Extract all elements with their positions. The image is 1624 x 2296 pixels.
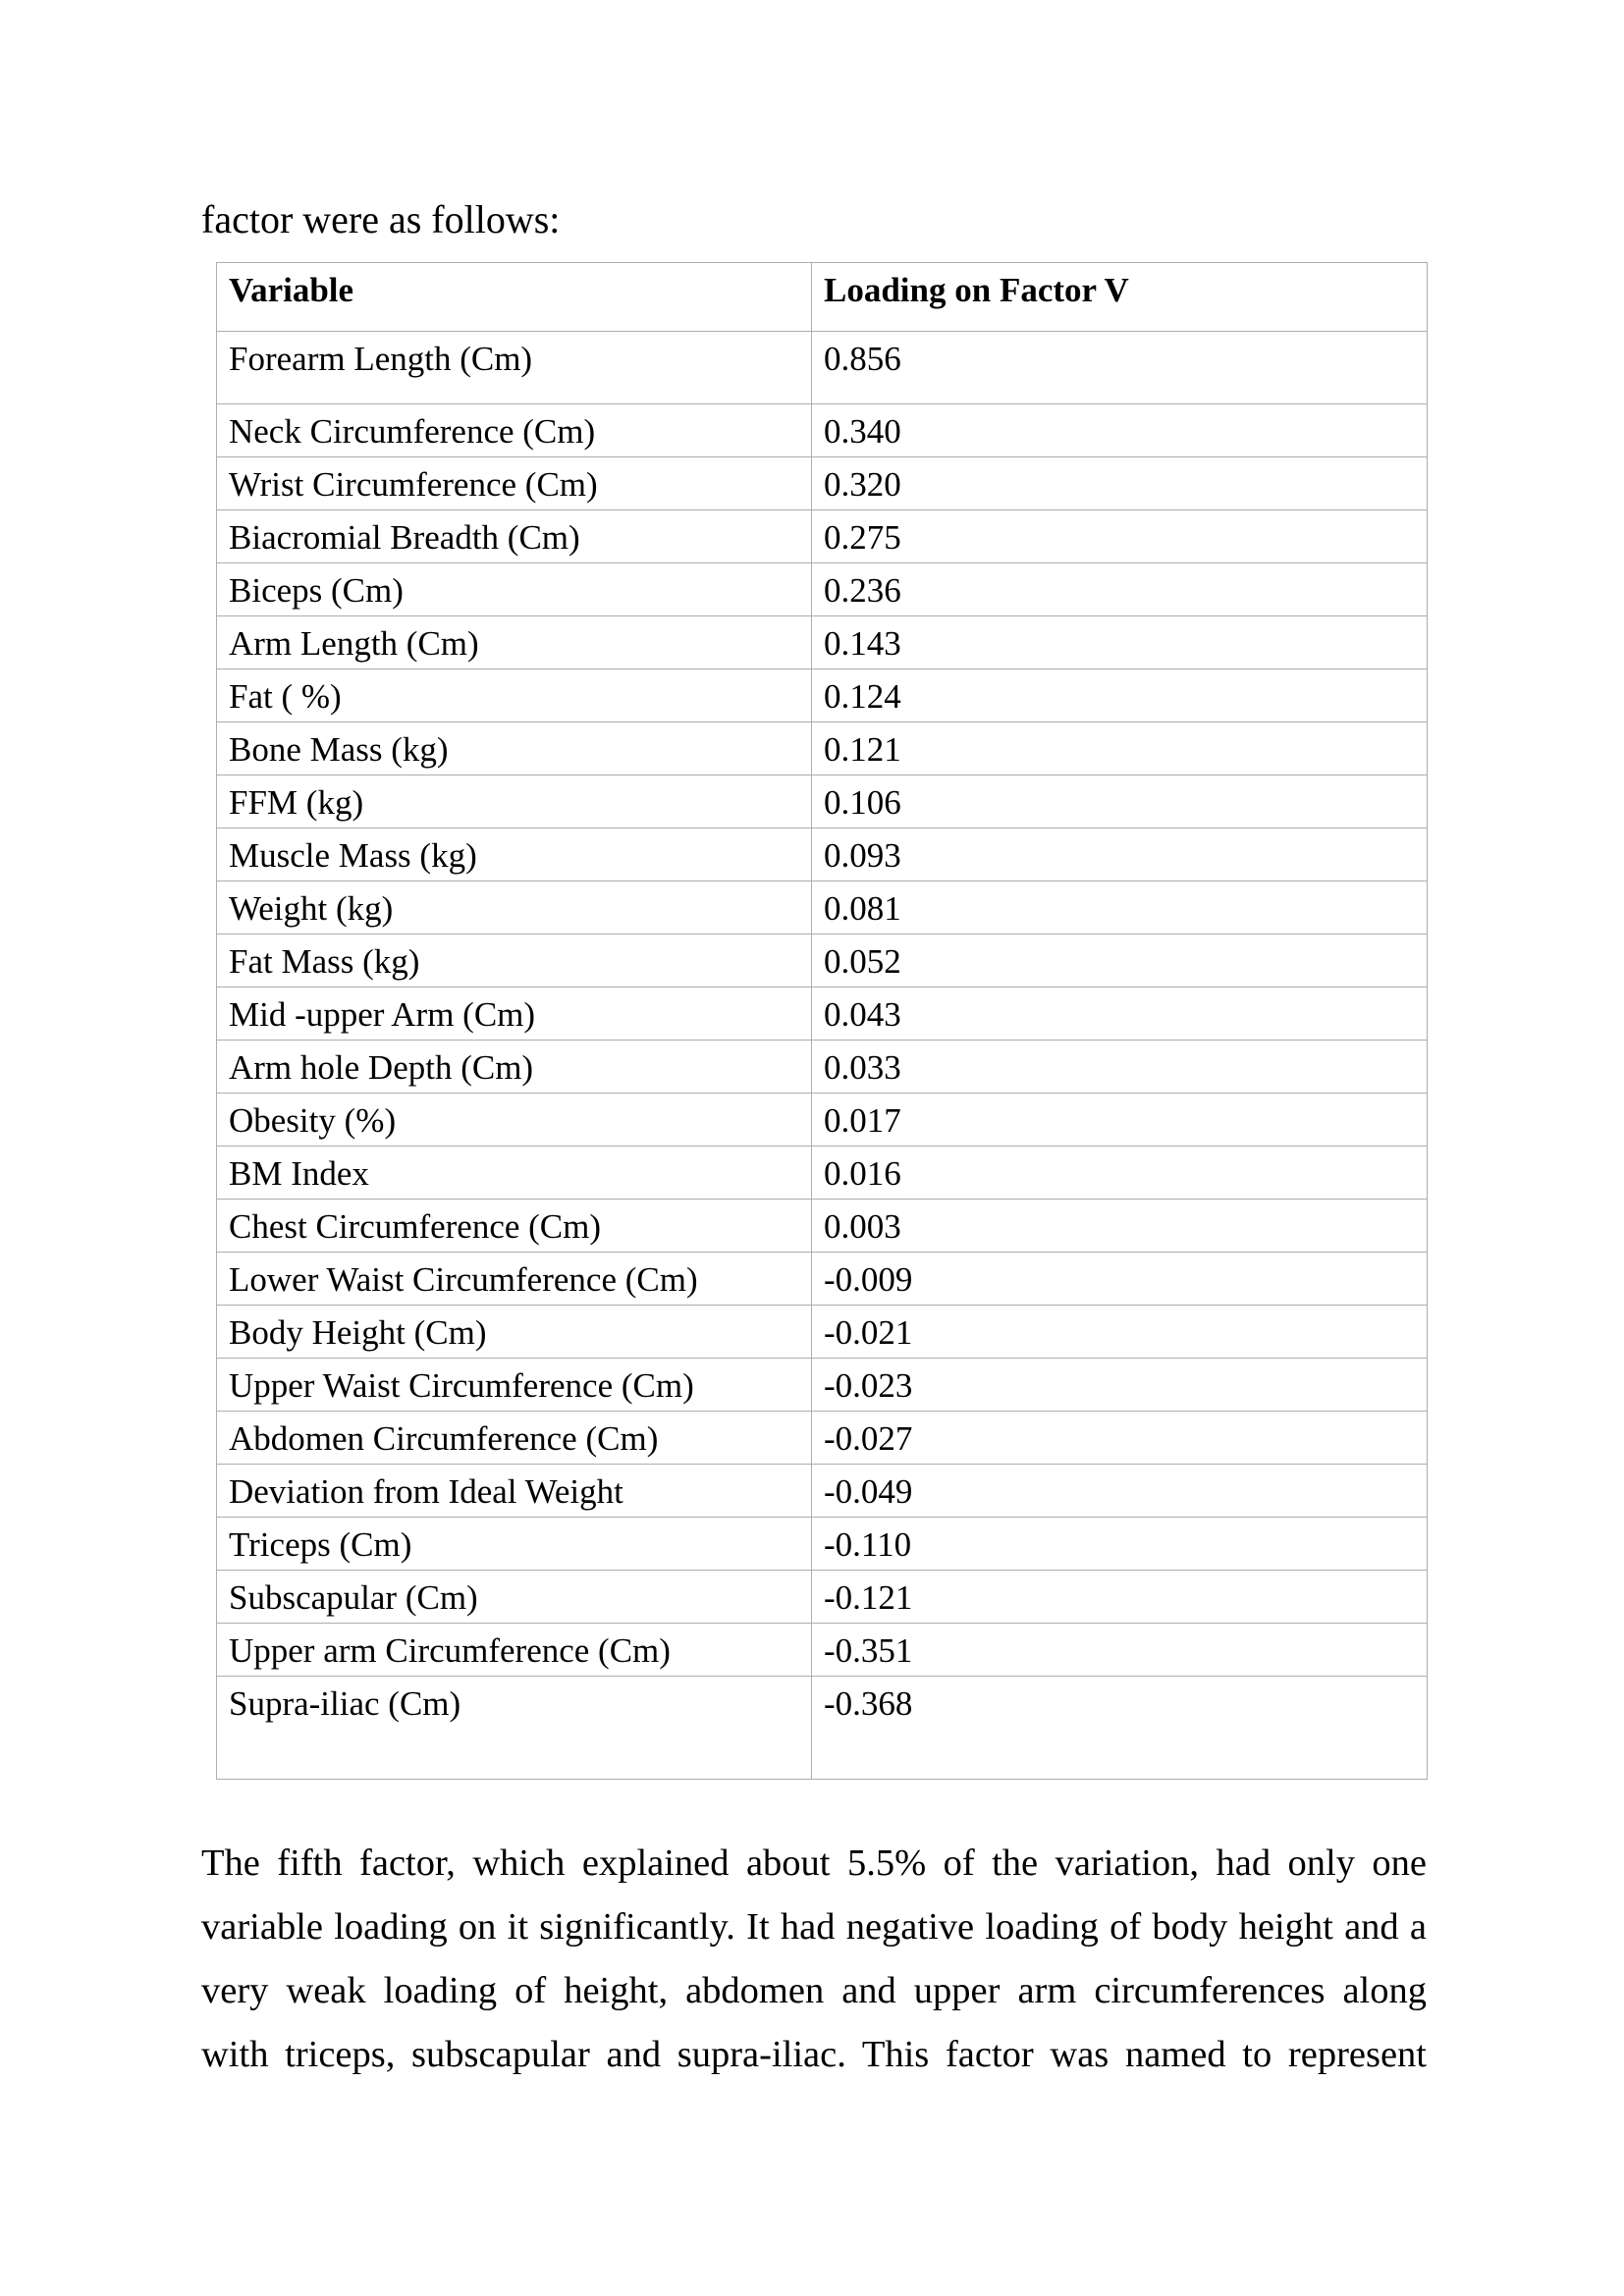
variable-cell: Subscapular (Cm): [217, 1571, 812, 1624]
loading-cell: 0.124: [812, 669, 1428, 722]
paragraph-line: variable loading on it significantly. It had negative loading of body height and a: [201, 1906, 1427, 1948]
variable-cell: Arm hole Depth (Cm): [217, 1041, 812, 1094]
table-row: [217, 1147, 1428, 1200]
column-header-loading: Loading on Factor V: [812, 263, 1428, 332]
loading-cell: -0.023: [812, 1359, 1428, 1412]
variable-cell: Fat ( %): [217, 669, 812, 722]
table-row: [217, 457, 1428, 510]
loading-cell: 0.320: [812, 457, 1428, 510]
table-row: [217, 1094, 1428, 1147]
table-row: [217, 1465, 1428, 1518]
table-body: [217, 332, 1428, 1780]
table-row: [217, 616, 1428, 669]
table-row: [217, 1677, 1428, 1780]
variable-cell: Fat Mass (kg): [217, 934, 812, 988]
variable-cell: Mid -upper Arm (Cm): [217, 988, 812, 1041]
variable-cell: Forearm Length (Cm): [217, 332, 812, 404]
table-header-row: [217, 263, 1428, 332]
variable-cell: Arm Length (Cm): [217, 616, 812, 669]
variable-cell: Biceps (Cm): [217, 563, 812, 616]
factor-loadings-table: [216, 262, 1428, 1780]
loading-cell: 0.275: [812, 510, 1428, 563]
table-row: [217, 1253, 1428, 1306]
table-row: [217, 332, 1428, 404]
table-row: [217, 1041, 1428, 1094]
table-row: [217, 1359, 1428, 1412]
loading-cell: 0.236: [812, 563, 1428, 616]
intro-text: factor were as follows:: [201, 197, 561, 241]
loading-cell: 0.017: [812, 1094, 1428, 1147]
loading-cell: -0.110: [812, 1518, 1428, 1571]
loading-cell: 0.340: [812, 404, 1428, 457]
loading-cell: 0.003: [812, 1200, 1428, 1253]
table-row: [217, 1200, 1428, 1253]
table-row: [217, 1518, 1428, 1571]
table-row: [217, 1624, 1428, 1677]
variable-cell: Bone Mass (kg): [217, 722, 812, 775]
body-paragraph: [201, 1832, 1427, 2087]
loading-cell: 0.052: [812, 934, 1428, 988]
table-row: [217, 1412, 1428, 1465]
variable-cell: FFM (kg): [217, 775, 812, 828]
loading-cell: 0.016: [812, 1147, 1428, 1200]
variable-cell: Wrist Circumference (Cm): [217, 457, 812, 510]
table-row: [217, 669, 1428, 722]
variable-cell: Weight (kg): [217, 881, 812, 934]
paragraph-line: The fifth factor, which explained about 5.5% of the variation, had only one: [201, 1842, 1427, 1884]
loading-cell: 0.143: [812, 616, 1428, 669]
variable-cell: Abdomen Circumference (Cm): [217, 1412, 812, 1465]
loading-cell: 0.093: [812, 828, 1428, 881]
loading-cell: -0.027: [812, 1412, 1428, 1465]
variable-cell: Lower Waist Circumference (Cm): [217, 1253, 812, 1306]
table-row: [217, 934, 1428, 988]
loading-cell: 0.121: [812, 722, 1428, 775]
table-row: [217, 510, 1428, 563]
paragraph-line: with triceps, subscapular and supra-iliac. This factor was named to represent: [201, 2034, 1427, 2075]
loading-cell: 0.106: [812, 775, 1428, 828]
variable-cell: Obesity (%): [217, 1094, 812, 1147]
loading-cell: 0.033: [812, 1041, 1428, 1094]
loading-cell: 0.081: [812, 881, 1428, 934]
table-row: [217, 1571, 1428, 1624]
variable-cell: Triceps (Cm): [217, 1518, 812, 1571]
loading-cell: -0.351: [812, 1624, 1428, 1677]
table-row: [217, 1306, 1428, 1359]
variable-cell: BM Index: [217, 1147, 812, 1200]
loading-cell: -0.049: [812, 1465, 1428, 1518]
variable-cell: Supra-iliac (Cm): [217, 1677, 812, 1780]
loading-cell: -0.368: [812, 1677, 1428, 1780]
loading-cell: 0.856: [812, 332, 1428, 404]
table-row: [217, 828, 1428, 881]
paragraph-line: very weak loading of height, abdomen and upper arm circumferences along: [201, 1970, 1427, 2011]
variable-cell: Body Height (Cm): [217, 1306, 812, 1359]
variable-cell: Deviation from Ideal Weight: [217, 1465, 812, 1518]
column-header-variable: Variable: [217, 263, 812, 332]
table-row: [217, 404, 1428, 457]
variable-cell: Muscle Mass (kg): [217, 828, 812, 881]
table-row: [217, 563, 1428, 616]
variable-cell: Biacromial Breadth (Cm): [217, 510, 812, 563]
table-row: [217, 775, 1428, 828]
loading-cell: 0.043: [812, 988, 1428, 1041]
loading-cell: -0.121: [812, 1571, 1428, 1624]
loading-cell: -0.021: [812, 1306, 1428, 1359]
variable-cell: Upper Waist Circumference (Cm): [217, 1359, 812, 1412]
table-row: [217, 722, 1428, 775]
table-row: [217, 881, 1428, 934]
loading-cell: -0.009: [812, 1253, 1428, 1306]
variable-cell: Neck Circumference (Cm): [217, 404, 812, 457]
variable-cell: Upper arm Circumference (Cm): [217, 1624, 812, 1677]
variable-cell: Chest Circumference (Cm): [217, 1200, 812, 1253]
table-row: [217, 988, 1428, 1041]
